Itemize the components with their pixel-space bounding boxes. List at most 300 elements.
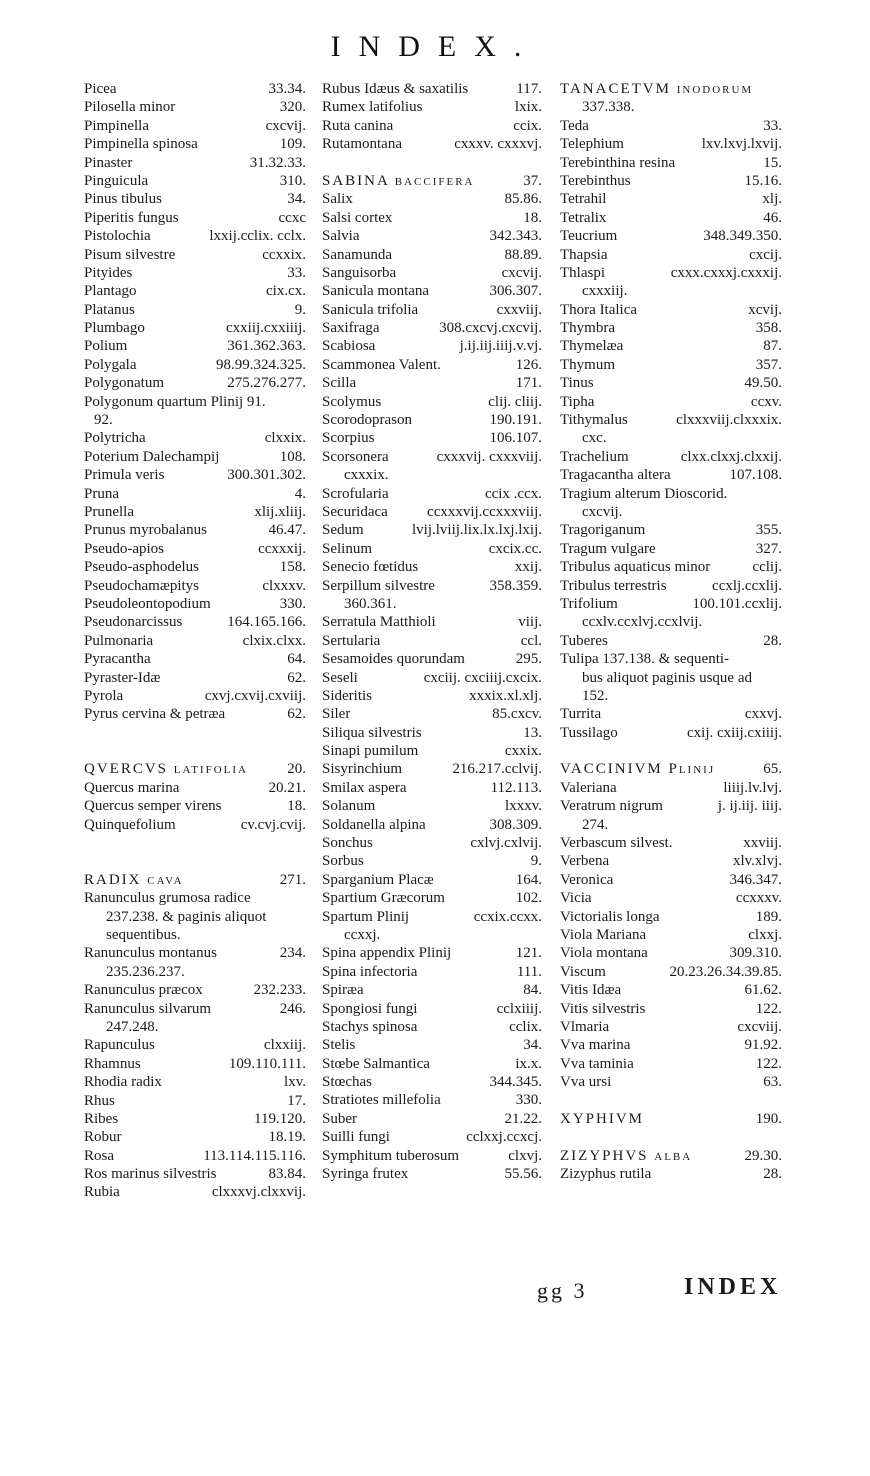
entry-pages: cxcvij. [501,264,542,281]
entry-term: Tragium alterum Dioscorid. [560,485,728,502]
entry-term: Rhodia radix [84,1074,162,1091]
entry-term: Teucrium [560,228,618,245]
entry-term: Plumbago [84,320,145,337]
index-entry [560,669,784,687]
index-entry [84,1165,308,1183]
entry-term: Senecio fœtidus [322,559,419,576]
index-entry [322,246,544,264]
entry-term: Sertularia [322,632,381,649]
entry-pages: ccl. [520,632,542,649]
entry-pages: 91.92. [744,1037,782,1054]
entry-pages: 346.347. [729,871,782,888]
entry-term: Ranunculus grumosa radice [84,890,251,907]
index-entry [84,981,308,999]
index-entry [322,908,544,926]
entry-term: Pyracantha [84,651,151,668]
entry-pages: 63. [763,1074,782,1091]
entry-pages: 113.114.115.116. [203,1147,306,1164]
entry-term: SABINA baccifera [322,172,475,189]
index-entry [560,190,784,208]
index-entry [84,871,308,889]
entry-pages: 216.217.cclvij. [452,761,542,778]
index-entry [560,926,784,944]
index-entry [322,650,544,668]
entry-pages: 122. [755,1055,782,1072]
entry-pages: 46. [763,209,782,226]
section-gap [560,1128,784,1146]
index-entry [84,466,308,484]
entry-pages: 295. [515,651,542,668]
entry-pages: 109. [279,136,306,153]
index-entry [84,485,308,503]
entry-pages: ix.x. [515,1055,542,1072]
entry-pages: lxxxv. [505,798,542,815]
index-entry [560,852,784,870]
entry-pages: 46.47. [268,522,306,539]
entry-term: Tragum vulgare [560,540,656,557]
entry-pages: 84. [523,982,542,999]
entry-pages: clij. cliij. [488,393,542,410]
index-entry [560,1165,784,1183]
entry-pages: 9. [294,301,306,318]
index-entry [84,301,308,319]
index-entry [560,393,784,411]
index-entry [322,1073,544,1091]
index-entry [322,852,544,870]
entry-term: Salsi cortex [322,209,393,226]
index-entry [560,154,784,172]
entry-pages: 164. [515,871,542,888]
entry-term: Rhamnus [84,1055,141,1072]
index-entry [322,760,544,778]
entry-pages: 119.120. [254,1110,306,1127]
entry-term: Rubia [84,1184,120,1201]
entry-term: Spiræa [322,982,364,999]
index-entry [84,319,308,337]
entry-term: 360.361. [344,595,397,612]
entry-term: Teda [560,117,589,134]
index-entry [560,264,784,282]
entry-pages: cclxxj.ccxcj. [466,1129,542,1146]
index-entry [560,797,784,815]
entry-term: Prunus myrobalanus [84,522,207,539]
entry-pages: cix.cx. [266,283,306,300]
index-entry [322,485,544,503]
entry-term: Pyrus cervina & petræa [84,706,226,723]
entry-pages: 171. [515,375,542,392]
index-entry [560,135,784,153]
entry-pages: 190.191. [489,412,542,429]
entry-term: Viscum [560,963,606,980]
index-entry [84,779,308,797]
entry-pages: cxcvij. [265,117,306,134]
index-entry [84,1055,308,1073]
index-entry [322,963,544,981]
entry-pages: cv.cvj.cvij. [240,816,306,833]
index-entry [322,98,544,116]
index-entry [84,521,308,539]
entry-pages: 37. [523,172,542,189]
entry-term: Pyraster-Idæ [84,669,161,686]
index-entry [84,595,308,613]
entry-pages: 327. [755,540,782,557]
entry-term: Sanguisorba [322,264,397,281]
entry-pages: 106.107. [489,430,542,447]
entry-term: Stelis [322,1037,356,1054]
index-entry [322,319,544,337]
entry-pages: j.ij.iij.iiij.v.vj. [459,338,542,355]
index-entry [322,172,544,190]
entry-term: Ranunculus præcox [84,982,203,999]
entry-pages: 20.21. [268,779,306,796]
entry-term: Vicia [560,890,592,907]
entry-term: Sanicula montana [322,283,430,300]
entry-pages: clxxxvj.clxxvij. [211,1184,306,1201]
index-entry [322,1091,544,1109]
entry-term: Pinus tibulus [84,191,162,208]
section-gap [84,834,308,871]
entry-pages: ccix. [513,117,542,134]
index-entry [560,981,784,999]
index-entry [560,485,784,503]
entry-pages: 62. [287,706,306,723]
index-entry [322,117,544,135]
index-entry [560,246,784,264]
index-entry [84,1128,308,1146]
entry-term: Tussilago [560,724,618,741]
index-entry [84,1000,308,1018]
index-entry [84,98,308,116]
entry-pages: cxxxv. cxxxvj. [454,136,542,153]
entry-term: Prunella [84,504,134,520]
index-entry [84,209,308,227]
entry-term: Sparganium Placæ [322,871,434,888]
index-entry [84,760,308,778]
index-entry [560,760,784,778]
entry-pages: 112.113. [490,779,542,796]
entry-pages: 300.301.302. [227,467,306,484]
entry-term: Serratula Matthioli [322,614,436,631]
entry-pages: clxxj. [748,926,782,943]
entry-term: Spina infectoria [322,963,418,980]
entry-term: Verbascum silvest. [560,835,673,852]
index-entry [560,595,784,613]
entry-term: Pulmonaria [84,632,154,649]
index-entry [84,172,308,190]
entry-pages: 62. [287,669,306,686]
entry-term: Sanicula trifolia [322,301,419,318]
entry-term: Sonchus [322,835,373,852]
entry-term: cxcvij. [582,503,623,520]
index-entry [84,908,308,926]
entry-pages: 29.30. [744,1147,782,1164]
entry-pages: clxix.clxx. [242,632,306,649]
entry-term: Rhus [84,1092,115,1109]
entry-term: Trachelium [560,448,629,465]
index-entry [84,429,308,447]
index-entry [560,779,784,797]
index-entry [560,1055,784,1073]
index-entry [560,466,784,484]
entry-term: Pseudo-apios [84,540,164,557]
entry-pages: 355. [755,522,782,539]
entry-term: Rapunculus [84,1037,155,1054]
entry-term: Ranunculus silvarum [84,1000,212,1017]
entry-pages: ccix .ccx. [484,485,542,502]
entry-term: Tulipa 137.138. & sequenti- [560,651,730,668]
entry-term: 237.238. & paginis aliquot [106,908,267,925]
index-entry [322,337,544,355]
entry-pages: 117. [516,81,542,97]
index-entry [322,669,544,687]
index-entry [560,558,784,576]
entry-pages: clxvj. [508,1147,542,1164]
entry-term: Vva taminia [560,1055,634,1072]
entry-pages: ccxxxv. [735,890,782,907]
index-entry [560,319,784,337]
entry-pages: lxxij.cclix. cclx. [209,228,306,245]
entry-pages: 189. [755,908,782,925]
index-entry [560,1073,784,1091]
index-entry [84,1073,308,1091]
index-entry [84,944,308,962]
entry-term: Sideritis [322,687,373,704]
entry-term: Spongiosi fungi [322,1000,418,1017]
entry-pages: 21.22. [504,1110,542,1127]
entry-pages: 232.233. [253,982,306,999]
entry-term: Stœchas [322,1074,372,1091]
index-entry [322,1036,544,1054]
index-entry [560,411,784,429]
entry-term: Saxifraga [322,320,380,337]
entry-pages: cxlvj.cxlvij. [470,835,542,852]
entry-pages: viij. [518,614,542,631]
index-entry [84,797,308,815]
entry-pages: 85.86. [504,191,542,208]
entry-term: Telephium [560,136,624,153]
entry-term: Salvia [322,228,360,245]
index-entry [560,356,784,374]
entry-term: Viola montana [560,945,648,962]
index-entry [560,944,784,962]
index-entry [560,834,784,852]
entry-pages: 320. [279,99,306,116]
entry-pages: 109.110.111. [228,1055,306,1072]
entry-pages: j. ij.iij. iiij. [717,798,782,815]
index-entry [322,889,544,907]
entry-pages: 31.32.33. [249,154,306,171]
index-entry [322,613,544,631]
index-entry [560,632,784,650]
entry-term: Sisyrinchium [322,761,403,778]
entry-term: Spartum Plinij [322,908,410,925]
entry-term: sequentibus. [106,927,181,944]
index-entry [84,154,308,172]
entry-term: Scammonea Valent. [322,356,441,373]
section-gap [560,1091,784,1109]
entry-pages: 18. [523,209,542,226]
index-entry [84,80,308,98]
entry-term: QVERCVS latifolia [84,761,248,778]
entry-pages: xcvij. [748,301,782,318]
entry-term: Pimpinella spinosa [84,136,198,153]
entry-term: Thapsia [560,246,608,263]
entry-pages: cxxvj. [744,706,782,723]
entry-term: Turrita [560,706,602,723]
entry-pages: 17. [287,1092,306,1109]
entry-term: Pruna [84,485,119,502]
index-entry [560,503,784,521]
index-entry [84,1092,308,1110]
entry-term: Tribulus terrestris [560,577,667,594]
entry-pages: 107.108. [729,467,782,484]
entry-pages: 33. [287,264,306,281]
index-entry [560,613,784,631]
entry-pages: 49.50. [744,375,782,392]
entry-pages: lxix. [514,99,542,116]
index-entry [84,540,308,558]
entry-term: Sinapi pumilum [322,743,419,760]
entry-term: Terebinthus [560,172,631,189]
index-entry [560,577,784,595]
index-entry [322,503,544,521]
entry-term: Scrofularia [322,485,389,502]
entry-term: Pinaster [84,154,133,171]
index-entry [560,282,784,300]
entry-pages: 102. [515,890,542,907]
index-entry [322,466,544,484]
entry-pages: 33.34. [268,81,306,97]
entry-pages: cclxiiij. [496,1000,542,1017]
index-entry [560,1018,784,1036]
index-entry [84,393,308,430]
entry-pages: ccxc [278,209,306,226]
entry-term: cxc. [582,430,607,447]
entry-pages: 83.84. [268,1166,306,1183]
entry-term: Veronica [560,871,614,888]
entry-term: bus aliquot paginis usque ad [582,669,752,686]
index-entry [322,797,544,815]
entry-pages: 28. [763,632,782,649]
entry-term: Serpillum silvestre [322,577,435,594]
entry-pages: 164.165.166. [227,614,306,631]
index-entry [322,816,544,834]
entry-term: 235.236.237. [106,963,185,980]
entry-pages: xxij. [514,559,542,576]
entry-term: Pseudoleontopodium [84,595,211,612]
entry-pages: ccxxix. [262,246,306,263]
entry-term: Primula veris [84,467,165,484]
entry-term: Valeriana [560,779,617,796]
entry-term: Pimpinella [84,117,149,134]
entry-term: cxxxix. [344,467,389,484]
entry-term: Sanamunda [322,246,392,263]
entry-pages: 61.62. [744,982,782,999]
entry-term: Quercus marina [84,779,180,796]
entry-term: Pinguicula [84,172,149,189]
entry-term: cxxxiij. [582,283,628,300]
entry-pages: 34. [523,1037,542,1054]
index-entry [84,117,308,135]
index-entry [84,577,308,595]
index-entry [560,429,784,447]
entry-term: Sesamoides quorundam [322,651,465,668]
section-gap [560,742,784,760]
entry-term: Stœbe Salmantica [322,1055,430,1072]
index-entry [84,650,308,668]
entry-term: Pisum silvestre [84,246,176,263]
entry-pages: 18. [287,798,306,815]
index-entry [322,282,544,300]
entry-term: Rubus Idæus & saxatilis [322,81,469,97]
entry-pages: cxvj.cxvij.cxviij. [204,687,306,704]
signature-mark: gg 3 [537,1278,588,1303]
entry-term: Suber [322,1110,357,1127]
index-entry [560,1147,784,1165]
entry-term: Pyrola [84,687,124,704]
entry-term: Seseli [322,669,358,686]
entry-term: Polytricha [84,430,146,447]
entry-term: RADIX cava [84,871,184,888]
index-entry [322,724,544,742]
entry-term: Polygonum quartum Plinij 91. [84,393,266,410]
entry-term: Tetrahil [560,191,607,208]
entry-term: Salix [322,191,353,208]
entry-pages: xlv.xlvj. [732,853,782,870]
entry-term: Sorbus [322,853,364,870]
entry-term: Thymelæa [560,338,624,355]
index-entry [560,337,784,355]
index-entry [84,190,308,208]
index-entry [560,374,784,392]
index-entry [560,80,784,98]
index-entry [322,1110,544,1128]
entry-pages: 85.cxcv. [492,706,542,723]
entry-pages: 342.343. [489,228,542,245]
entry-term: Ranunculus montanus [84,945,217,962]
entry-pages: liiij.lv.lvj. [723,779,782,796]
index-entry [560,1036,784,1054]
section-gap [322,154,544,172]
index-entry [560,705,784,723]
entry-term: Platanus [84,301,135,318]
index-entry [322,834,544,852]
entry-term: Stachys spinosa [322,1018,418,1035]
entry-term: XYPHIVM [560,1110,645,1127]
entry-pages: 122. [755,1000,782,1017]
entry-pages: 88.89. [504,246,542,263]
entry-term: Vva marina [560,1037,631,1054]
entry-term: Syringa frutex [322,1166,409,1183]
entry-term: Terebinthina resina [560,154,676,171]
index-entry [84,374,308,392]
entry-pages: lxv. [284,1074,306,1091]
entry-term: Soldanella alpina [322,816,426,833]
entry-pages: 121. [515,945,542,962]
index-entry [322,264,544,282]
index-entry [84,282,308,300]
section-gap [84,724,308,761]
entry-pages: 330. [279,595,306,612]
index-entry [322,926,544,944]
entry-pages: xlj. [762,191,782,208]
entry-term: Viola Mariana [560,926,647,943]
index-entry [560,227,784,245]
entry-pages: 100.101.ccxlij. [692,595,782,612]
entry-term: Polygala [84,356,137,373]
entry-pages: 55.56. [504,1166,542,1183]
index-entry [322,1018,544,1036]
